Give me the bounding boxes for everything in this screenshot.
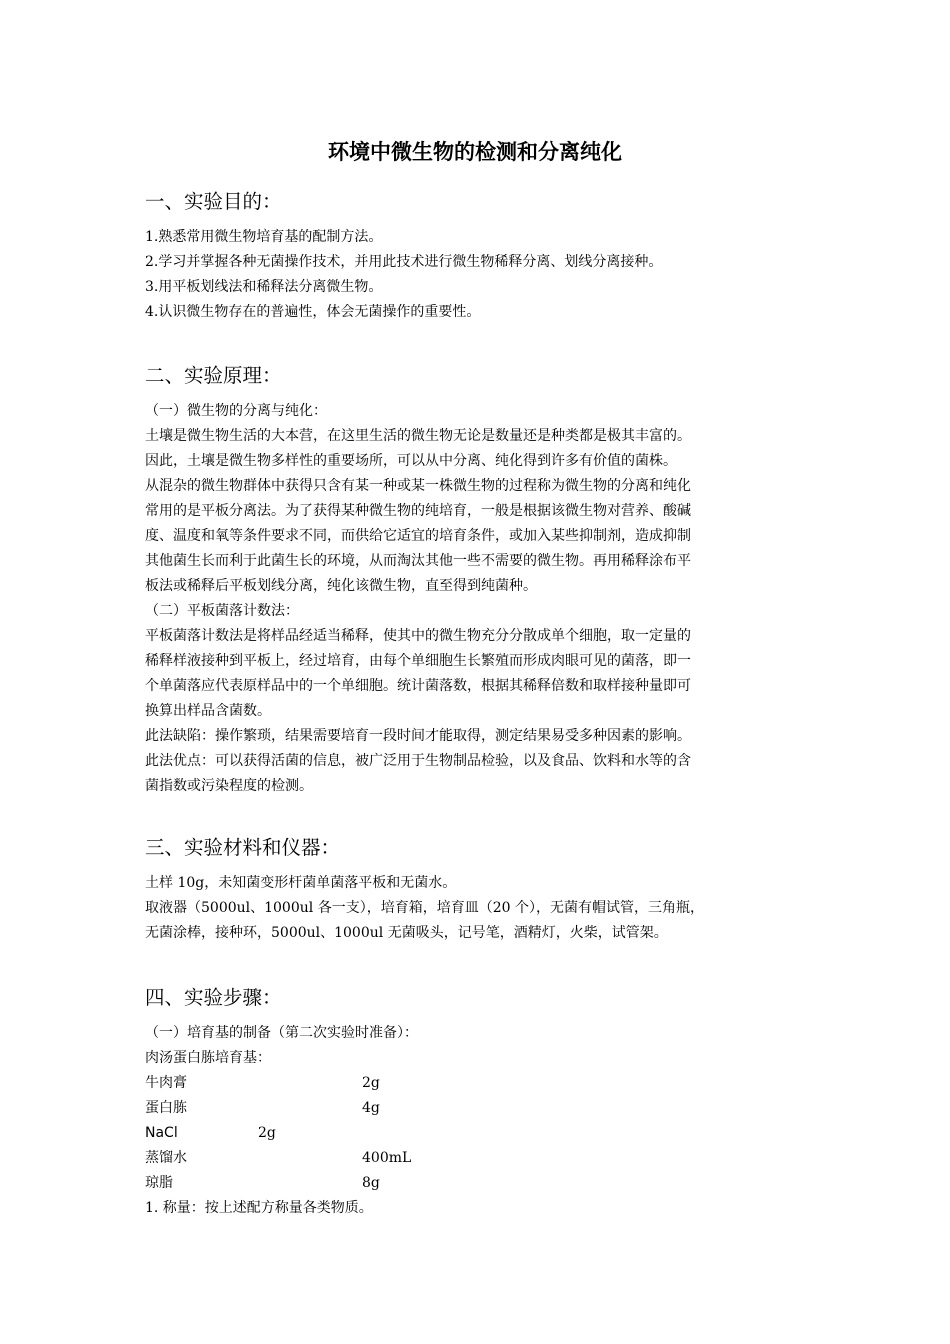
paragraph-plate-count [145, 624, 810, 724]
step-weighing: 1. 称量：按上述配方称量各类物质。 [145, 1200, 373, 1216]
ingredient-amount: 8g [362, 1175, 380, 1191]
text-line: 常用的是平板分离法。为了获得某种微生物的纯培育，一般是根据该微生物对营养、酸碱 [145, 503, 691, 519]
materials-body [145, 871, 810, 946]
ingredient-amount: 2g [258, 1125, 276, 1141]
paragraph-drawbacks: 此法缺陷：操作繁琐，结果需要培育一段时间才能取得，测定结果易受多种因素的影响。 [145, 728, 691, 744]
procedure-steps [145, 1196, 810, 1221]
purpose-item: 2.学习并掌握各种无菌操作技术，并用此技术进行微生物稀释分离、划线分离接种。 [145, 254, 663, 270]
purpose-item: 1.熟悉常用微生物培育基的配制方法。 [145, 229, 383, 245]
ingredient-name: 蒸馏水 [145, 1150, 187, 1166]
text-line: 菌指数或污染程度的检测。 [145, 778, 313, 794]
section-heading-principle: 二、实验原理： [145, 364, 282, 387]
purpose-item: 4.认识微生物存在的普遍性，体会无菌操作的重要性。 [145, 304, 481, 320]
subheading-isolation: （一）微生物的分离与纯化： [145, 403, 327, 419]
ingredient-name: 蛋白胨 [145, 1100, 187, 1116]
text-line: 其他菌生长而利于此菌生长的环境，从而淘汰其他一些不需要的微生物。再用稀释涂布平 [145, 553, 691, 569]
text-line: 无菌涂棒，接种环，5000ul、1000ul 无菌吸头，记号笔，酒精灯，火柴，试管架。 [145, 925, 668, 941]
text-line: 稀释样液接种到平板上，经过培育，由每个单细胞生长繁殖而形成肉眼可见的菌落，即一 [145, 653, 691, 669]
text-line: 换算出样品含菌数。 [145, 703, 271, 719]
text-line: 平板菌落计数法是将样品经适当稀释，使其中的微生物充分分散成单个细胞，取一定量的 [145, 628, 691, 644]
recipe-row [145, 1096, 645, 1121]
purpose-item: 3.用平板划线法和稀释法分离微生物。 [145, 279, 383, 295]
ingredient-name: NaCl [145, 1125, 178, 1141]
medium-name: 肉汤蛋白胨培育基： [145, 1050, 271, 1066]
recipe-table [145, 1071, 645, 1196]
section-heading-purpose: 一、实验目的： [145, 190, 282, 213]
ingredient-name: 牛肉膏 [145, 1075, 187, 1091]
subheading-medium-prep: （一）培育基的制备（第二次实验时准备）： [145, 1025, 418, 1041]
text-line: 因此，土壤是微生物多样性的重要场所，可以从中分离、纯化得到许多有价值的菌株。 [145, 453, 677, 469]
ingredient-amount: 4g [362, 1100, 380, 1116]
materials-instruments [145, 896, 810, 946]
text-line: 个单菌落应代表原样品中的一个单细胞。统计菌落数，根据其稀释倍数和取样接种量即可 [145, 678, 691, 694]
principle-body [145, 399, 810, 799]
recipe-row [145, 1071, 645, 1096]
paragraph-soil [145, 424, 810, 474]
section-heading-materials: 三、实验材料和仪器： [145, 836, 341, 859]
text-line: 从混杂的微生物群体中获得只含有某一种或某一株微生物的过程称为微生物的分离和纯化 [145, 478, 691, 494]
ingredient-amount: 400mL [362, 1150, 412, 1166]
ingredient-name: 琼脂 [145, 1175, 173, 1191]
section-heading-procedure: 四、实验步骤： [145, 986, 282, 1009]
recipe-row [145, 1121, 645, 1146]
materials-samples: 土样 10g，未知菌变形杆菌单菌落平板和无菌水。 [145, 875, 457, 891]
ingredient-amount: 2g [362, 1075, 380, 1091]
recipe-row [145, 1146, 645, 1171]
text-line: 取液器（5000ul、1000ul 各一支），培育箱，培育皿（20 个），无菌有帽试管，三角瓶， [145, 900, 704, 916]
purpose-list [145, 225, 810, 325]
text-line: 度、温度和氧等条件要求不同，而供给它适宜的培育条件，或加入某些抑制剂，造成抑制 [145, 528, 691, 544]
document-title: 环境中微生物的检测和分离纯化 [328, 140, 622, 164]
procedure-header [145, 1021, 810, 1071]
recipe-row [145, 1171, 645, 1196]
subheading-plate-count: （二）平板菌落计数法： [145, 603, 299, 619]
text-line: 板法或稀释后平板划线分离，纯化该微生物，直至得到纯菌种。 [145, 578, 537, 594]
paragraph-isolation-method [145, 474, 810, 599]
text-line: 此法优点：可以获得活菌的信息，被广泛用于生物制品检验，以及食品、饮料和水等的含 [145, 753, 691, 769]
paragraph-advantages [145, 749, 810, 799]
text-line: 土壤是微生物生活的大本营，在这里生活的微生物无论是数量还是种类都是极其丰富的。 [145, 428, 691, 444]
